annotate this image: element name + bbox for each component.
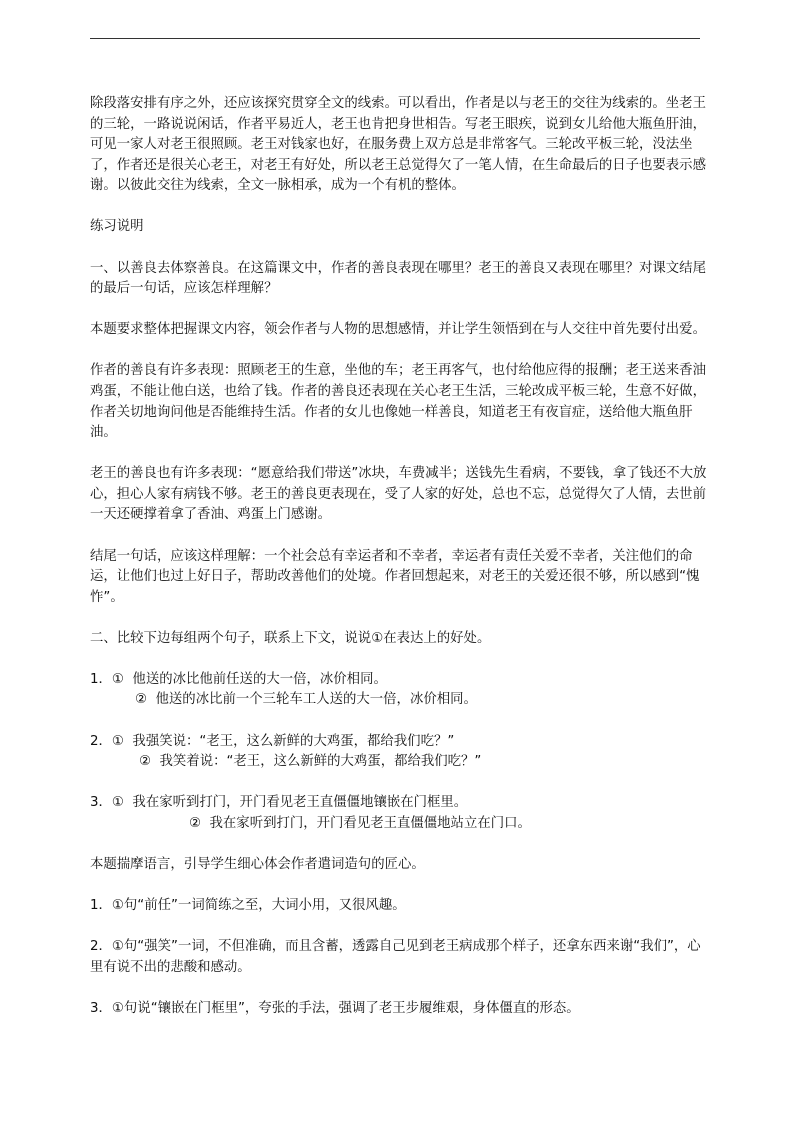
answer-two-3: 3．①句说“镶嵌在门框里”，夸张的手法，强调了老王步履维艰，身体僵直的形态。 [90, 1000, 580, 1016]
sentence-pair-3-a: 3．① 我在家听到打门，开门看见老王直僵僵地镶嵌在门框里。 [90, 795, 468, 811]
sentence-pair-3-b: ② 我在家听到打门，开门看见老王直僵僵地站立在门口。 [189, 815, 531, 831]
paragraph-clue: 除段落安排有序之外，还应该探究贯穿全文的线索。可以看出，作者是以与老王的交往为线索的。坐老王的三轮，一路说说闲话，作者平易近人，老王也肯把身世相告。写老王眼疾，说到女儿给他大瓶鱼肝油，可见一家人对老王很照顾。老王对钱家也好，在服务费上双方总是非常客气。三轮改平板三轮，没法坐了，作者还是很关心老王，对老王有好处，所以老王总觉得欠了一笔人情，在生命最后的日子也要表示感谢。以彼此交往为线索，全文一脉相承，成为一个有机的整体。 [90, 96, 706, 194]
sentence-pair-1-a: 1．① 他送的冰比他前任送的大一倍，冰价相同。 [90, 671, 387, 687]
paragraph-author-kindness: 作者的善良有许多表现：照顾老王的生意，坐他的车；老王再客气，也付给他应得的报酬；老王送来香油鸡蛋，不能让他白送，也给了钱。作者的善良还表现在关心老王生活，三轮改成平板三轮，生意不好做，作者关切地询问他是否能维持生活。作者的女儿也像她一样善良，知道老王有夜盲症，送给他大瓶鱼肝油。 [90, 363, 706, 441]
sentence-pair-2-a: 2．① 我强笑说：“老王，这么新鲜的大鸡蛋，都给我们吃？” [90, 733, 455, 749]
answer-two-2: 2．①句“强笑”一词，不但准确，而且含蓄，透露自己见到老王病成那个样子，还拿东西来谢“我们”，心里有说不出的悲酸和感动。 [90, 939, 701, 975]
question-two: 二、比较下边每组两个句子，联系上下文，说说①在表达上的好处。 [90, 630, 491, 646]
paragraph-question-one-aim: 本题要求整体把握课文内容，领会作者与人物的思想感情，并让学生领悟到在与人交往中首先要付出爱。 [90, 322, 706, 338]
section-heading-exercise-notes: 练习说明 [90, 219, 144, 235]
sentence-pair-1-b: ② 他送的冰比前一个三轮车工人送的大一倍，冰价相同。 [135, 692, 477, 708]
answer-two-1: 1．①句“前任”一词简练之至，大词小用，又很风趣。 [90, 898, 406, 914]
paragraph-ending-sentence: 结尾一句话，应该这样理解：一个社会总有幸运者和不幸者，幸运者有责任关爱不幸者，关注他们的命运，让他们也过上好日子，帮助改善他们的处境。作者回想起来，对老王的关爱还很不够，所以感到“愧怍”。 [90, 548, 700, 605]
header-rule [90, 38, 700, 39]
paragraph-question-two-aim: 本题揣摩语言，引导学生细心体会作者遣词造句的匠心。 [90, 856, 425, 872]
sentence-pair-2-b: ② 我笑着说：“老王，这么新鲜的大鸡蛋，都给我们吃？” [139, 754, 482, 770]
document-body [90, 94, 710, 1040]
paragraph-laowang-kindness: 老王的善良也有许多表现：“愿意给我们带送”冰块，车费减半；送钱先生看病，不要钱，拿了钱还不大放心，担心人家有病钱不够。老王的善良更表现在，受了人家的好处，总也不忘，总觉得欠了人情，去世前一天还硬撑着拿了香油、鸡蛋上门感谢。 [90, 466, 707, 523]
question-one: 一、以善良去体察善良。在这篇课文中，作者的善良表现在哪里？老王的善良又表现在哪里？对课文结尾的最后一句话，应该怎样理解？ [90, 260, 706, 297]
